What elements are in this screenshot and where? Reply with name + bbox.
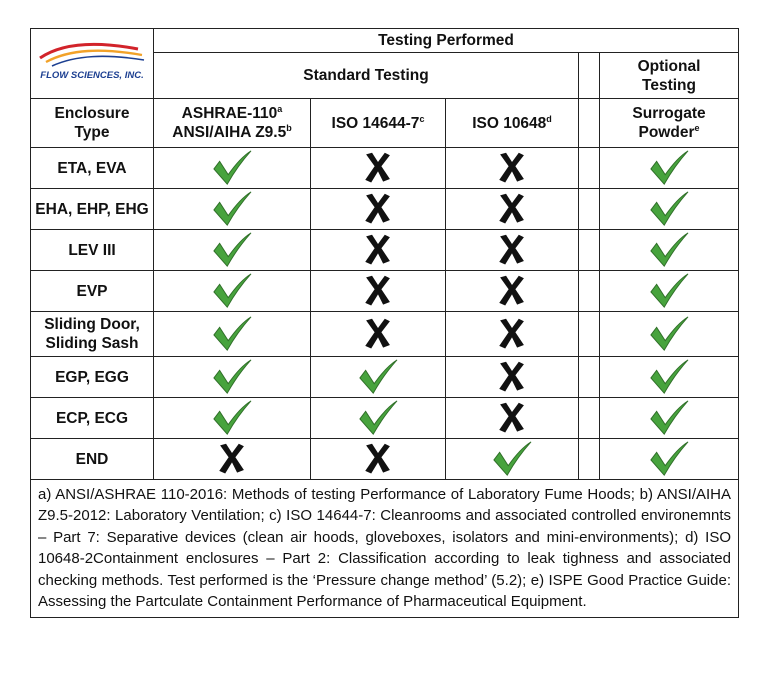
check-icon xyxy=(646,439,692,479)
check-icon xyxy=(646,189,692,229)
enclosure-rows xyxy=(31,148,739,480)
table-row xyxy=(31,271,739,312)
table-row xyxy=(31,230,739,271)
check-icon xyxy=(646,357,692,397)
spacer-column xyxy=(579,189,600,230)
result-cell xyxy=(600,398,739,439)
result-cell xyxy=(154,439,311,480)
check-icon xyxy=(355,398,401,438)
check-mark-shape xyxy=(214,151,251,184)
iso14644-label: ISO 14644-7 xyxy=(331,114,420,132)
result-cell xyxy=(600,312,739,357)
enclosure-type-cell xyxy=(31,439,154,480)
result-cell xyxy=(311,189,446,230)
check-mark-shape xyxy=(651,151,688,184)
result-cell xyxy=(446,398,579,439)
table-row xyxy=(31,398,739,439)
check-mark-shape xyxy=(360,401,397,434)
check-mark-shape xyxy=(651,317,688,350)
check-icon xyxy=(489,439,535,479)
check-mark-shape xyxy=(651,442,688,475)
enclosure-type-label: EGP, EGG xyxy=(55,368,129,386)
cross-mark-shape xyxy=(219,444,244,474)
check-icon xyxy=(646,148,692,188)
check-icon xyxy=(209,314,255,354)
spacer-column xyxy=(579,53,600,99)
enclosure-type-header xyxy=(31,99,154,148)
result-cell xyxy=(446,189,579,230)
enclosure-type-cell xyxy=(31,189,154,230)
cross-icon xyxy=(497,233,527,267)
surrogate-sup: e xyxy=(694,122,700,133)
table-row xyxy=(31,357,739,398)
enclosure-type-label: ECP, ECG xyxy=(55,409,129,427)
result-cell xyxy=(600,189,739,230)
table-row xyxy=(31,189,739,230)
cross-icon xyxy=(497,274,527,308)
testing-performed-header: Testing Performed xyxy=(154,29,739,53)
check-icon xyxy=(209,189,255,229)
result-cell xyxy=(446,271,579,312)
enclosure-type-cell xyxy=(31,398,154,439)
check-icon xyxy=(209,357,255,397)
cross-mark-shape xyxy=(365,444,390,474)
footnote: a) ANSI/ASHRAE 110-2016: Methods of testing Performance of Laboratory Fume Hoods; b) ANSI/AIHA Z9.5-2012: Laboratory Ventilation; c) ISO 14644-7: Cleanrooms and associated controlled environemnts – Part 7: Separative devices (clean air hoods, gloveboxes, isolators and mini-environments); d) ISO 10648-2Containment enclosures – Part 2: Classification according to leak tighness and associated checking methods. Test performed is the ‘Pressure change method’ (5.2); e) ISPE Good Practice Guide: Assessing the Partculate Containment Performance of Pharmaceutical Equipment. xyxy=(31,480,739,618)
check-icon xyxy=(646,230,692,270)
cross-mark-shape xyxy=(499,194,524,224)
cross-icon xyxy=(497,401,527,435)
check-icon xyxy=(355,357,401,397)
cross-icon xyxy=(497,151,527,185)
ashrae-sup: a xyxy=(277,103,283,114)
iso14644-column-header xyxy=(311,99,446,148)
ashrae-line2-sup: b xyxy=(286,122,292,133)
result-cell xyxy=(600,357,739,398)
cross-icon xyxy=(363,317,393,351)
cross-mark-shape xyxy=(499,403,524,433)
cross-mark-shape xyxy=(499,153,524,183)
logo-cell xyxy=(31,29,154,99)
enclosure-type-cell xyxy=(31,230,154,271)
result-cell xyxy=(446,230,579,271)
spacer-column xyxy=(579,398,600,439)
result-cell xyxy=(446,357,579,398)
enclosure-type-line2: Type xyxy=(74,124,110,141)
cross-mark-shape xyxy=(365,276,390,306)
check-mark-shape xyxy=(494,442,531,475)
enclosure-type-cell xyxy=(31,148,154,189)
check-mark-shape xyxy=(651,274,688,307)
table-row xyxy=(31,312,739,357)
enclosure-type-cell xyxy=(31,312,154,357)
check-mark-shape xyxy=(214,274,251,307)
result-cell xyxy=(311,439,446,480)
result-cell xyxy=(311,357,446,398)
check-mark-shape xyxy=(651,233,688,266)
cross-icon xyxy=(497,317,527,351)
optional-testing-header xyxy=(600,53,739,99)
enclosure-type-cell xyxy=(31,271,154,312)
result-cell xyxy=(600,230,739,271)
check-mark-shape xyxy=(214,401,251,434)
flow-sciences-logo xyxy=(36,41,148,87)
cross-icon xyxy=(497,192,527,226)
ashrae-line1: ASHRAE-110 xyxy=(181,105,278,122)
iso10648-column-header xyxy=(446,99,579,148)
check-mark-shape xyxy=(214,360,251,393)
enclosure-type-label: Sliding Door, xyxy=(44,316,140,333)
enclosure-type-line1: Enclosure xyxy=(54,105,130,122)
cross-mark-shape xyxy=(499,235,524,265)
check-mark-shape xyxy=(651,401,688,434)
cross-icon xyxy=(363,233,393,267)
result-cell xyxy=(154,357,311,398)
check-icon xyxy=(646,271,692,311)
cross-icon xyxy=(363,151,393,185)
result-cell xyxy=(600,439,739,480)
optional-testing-line2: Testing xyxy=(642,76,696,94)
iso14644-sup: c xyxy=(419,113,425,124)
spacer-column xyxy=(579,99,600,148)
cross-icon xyxy=(363,192,393,226)
spacer-column xyxy=(579,148,600,189)
cross-icon xyxy=(363,274,393,308)
ashrae-column-header xyxy=(154,99,311,148)
cross-mark-shape xyxy=(499,276,524,306)
check-mark-shape xyxy=(214,317,251,350)
standard-testing-header: Standard Testing xyxy=(154,53,579,99)
enclosure-type-label: EHA, EHP, EHG xyxy=(35,200,149,218)
result-cell xyxy=(311,398,446,439)
result-cell xyxy=(446,439,579,480)
optional-testing-line1: Optional xyxy=(637,57,701,75)
result-cell xyxy=(600,271,739,312)
iso10648-label: ISO 10648 xyxy=(472,114,547,132)
result-cell xyxy=(154,271,311,312)
enclosure-type-cell xyxy=(31,357,154,398)
cross-icon xyxy=(363,442,393,476)
surrogate-line1: Surrogate xyxy=(632,105,706,122)
surrogate-line2: Powder xyxy=(638,124,695,141)
enclosure-type-label: EVP xyxy=(76,282,108,300)
table-row xyxy=(31,439,739,480)
result-cell xyxy=(154,398,311,439)
cross-mark-shape xyxy=(365,235,390,265)
check-icon xyxy=(209,398,255,438)
enclosure-type-label-line2: Sliding Sash xyxy=(45,335,139,352)
check-mark-shape xyxy=(651,192,688,225)
result-cell xyxy=(154,148,311,189)
result-cell xyxy=(446,148,579,189)
iso10648-sup: d xyxy=(546,113,552,124)
spacer-column xyxy=(579,312,600,357)
check-mark-shape xyxy=(214,233,251,266)
cross-mark-shape xyxy=(365,153,390,183)
check-icon xyxy=(209,271,255,311)
check-icon xyxy=(646,398,692,438)
result-cell xyxy=(311,312,446,357)
result-cell xyxy=(600,148,739,189)
cross-mark-shape xyxy=(499,319,524,349)
spacer-column xyxy=(579,357,600,398)
check-mark-shape xyxy=(360,360,397,393)
spacer-column xyxy=(579,271,600,312)
surrogate-column-header xyxy=(600,99,739,148)
spacer-column xyxy=(579,439,600,480)
result-cell xyxy=(154,230,311,271)
check-mark-shape xyxy=(651,360,688,393)
check-icon xyxy=(209,148,255,188)
testing-matrix-table xyxy=(30,28,739,618)
enclosure-type-label: ETA, EVA xyxy=(57,159,127,177)
spacer-column xyxy=(579,230,600,271)
cross-mark-shape xyxy=(499,362,524,392)
ashrae-line2: ANSI/AIHA Z9.5 xyxy=(172,124,287,141)
check-icon xyxy=(209,230,255,270)
enclosure-type-label: LEV III xyxy=(68,241,116,259)
cross-icon xyxy=(217,442,247,476)
result-cell xyxy=(311,271,446,312)
table-row xyxy=(31,148,739,189)
enclosure-type-label: END xyxy=(75,450,109,468)
cross-icon xyxy=(497,360,527,394)
result-cell xyxy=(154,312,311,357)
cross-mark-shape xyxy=(365,194,390,224)
result-cell xyxy=(311,148,446,189)
result-cell xyxy=(446,312,579,357)
result-cell xyxy=(154,189,311,230)
check-icon xyxy=(646,314,692,354)
cross-mark-shape xyxy=(365,319,390,349)
check-mark-shape xyxy=(214,192,251,225)
svg-text:FLOW SCIENCES, INC.: FLOW SCIENCES, INC. xyxy=(40,69,144,81)
result-cell xyxy=(311,230,446,271)
